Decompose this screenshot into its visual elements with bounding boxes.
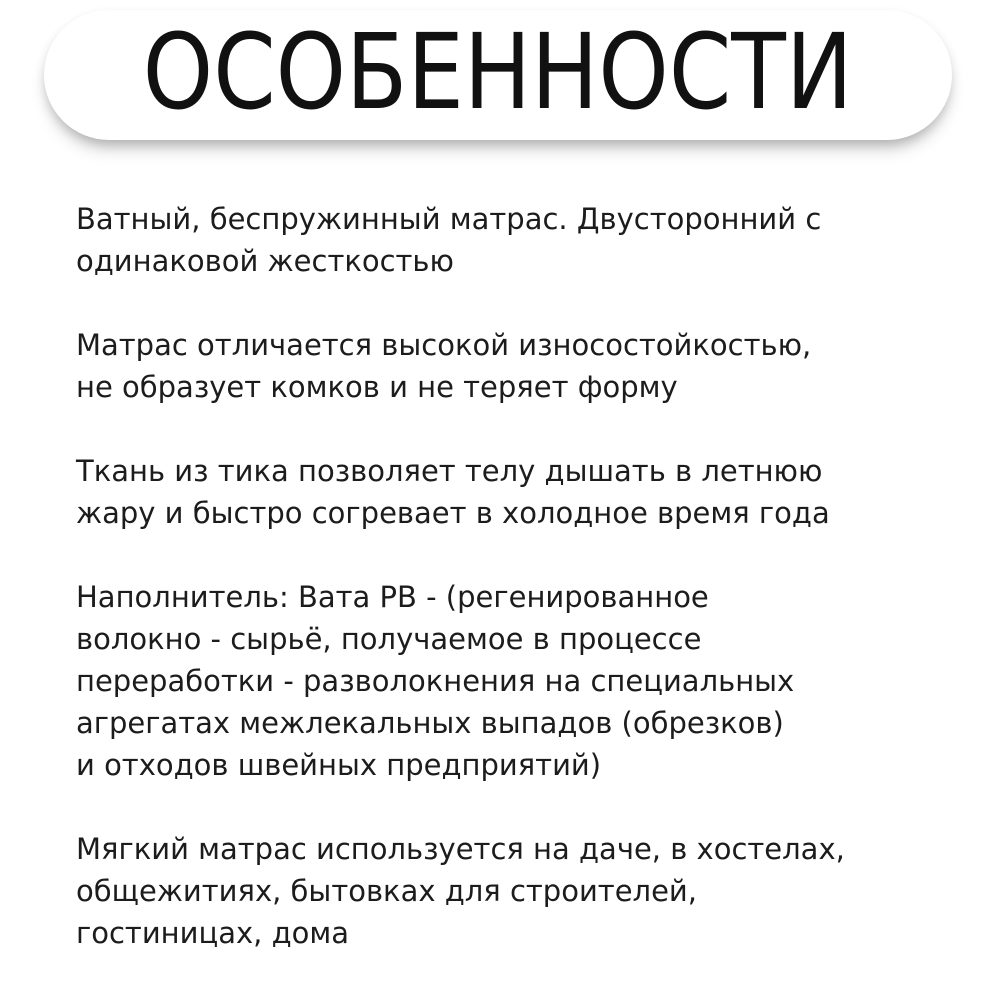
feature-paragraph-fabric xyxy=(76,450,936,534)
paragraph-line: переработки - разволокнения на специальных xyxy=(76,664,795,698)
paragraph-line: Ткань из тика позволяет телу дышать в летнюю xyxy=(76,454,823,488)
feature-paragraph-usage xyxy=(76,828,936,954)
paragraph-line: Матрас отличается высокой износостойкостью, xyxy=(76,328,812,362)
page-title: ОСОБЕННОСТИ xyxy=(142,11,854,133)
paragraph-line: волокно - сырьё, получаемое в процессе xyxy=(76,622,702,656)
paragraph-line: Мягкий матрас используется на даче, в хостелах, xyxy=(76,832,845,866)
paragraph-line: одинаковой жесткостью xyxy=(76,244,454,278)
paragraph-line: Ватный, беспружинный матрас. Двусторонний с xyxy=(76,202,822,236)
features-list xyxy=(76,198,936,996)
feature-paragraph-filler xyxy=(76,576,936,786)
feature-paragraph-durability xyxy=(76,324,936,408)
paragraph-line: Наполнитель: Вата РВ - (регенированное xyxy=(76,580,709,614)
feature-paragraph-construction xyxy=(76,198,936,282)
paragraph-line: общежитиях, бытовках для строителей, xyxy=(76,874,697,908)
paragraph-line: агрегатах межлекальных выпадов (обрезков) xyxy=(76,706,784,740)
paragraph-line: и отходов швейных предприятий) xyxy=(76,748,602,782)
paragraph-line: гостиницах, дома xyxy=(76,916,350,950)
title-banner xyxy=(44,10,952,140)
paragraph-line: жару и быстро согревает в холодное время года xyxy=(76,496,830,530)
paragraph-line: не образует комков и не теряет форму xyxy=(76,370,678,404)
